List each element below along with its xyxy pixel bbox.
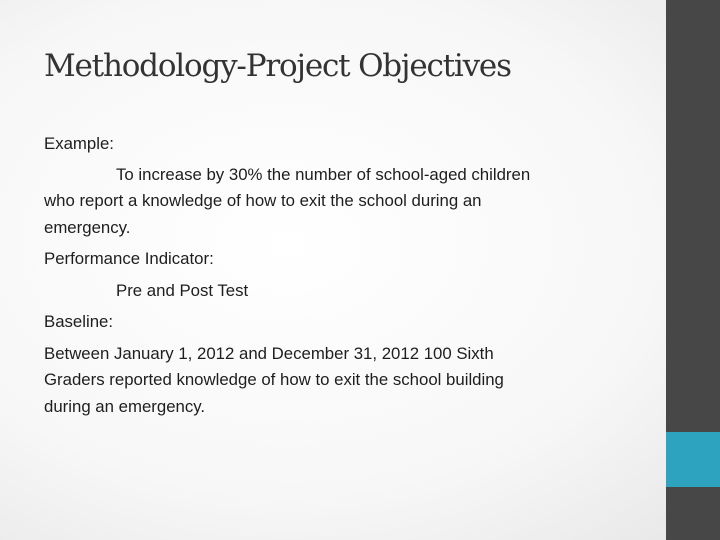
slide-title: Methodology-Project Objectives [44,48,511,84]
baseline-text: Between January 1, 2012 and December 31, 2012 100 Sixth [44,344,494,363]
baseline-text: Graders reported knowledge of how to exit the school building [44,370,504,389]
label-example: Example: [44,134,114,153]
baseline-text: during an emergency. [44,397,206,416]
objective-text: emergency. [44,218,131,237]
label-baseline: Baseline: [44,312,114,331]
label-performance-indicator: Performance Indicator: [44,249,214,268]
objective-text: To increase by 30% the number of school-aged children [116,165,531,184]
indicator-text: Pre and Post Test [116,281,249,300]
objective-text: who report a knowledge of how to exit the school during an [44,191,482,210]
accent-block [666,432,720,487]
